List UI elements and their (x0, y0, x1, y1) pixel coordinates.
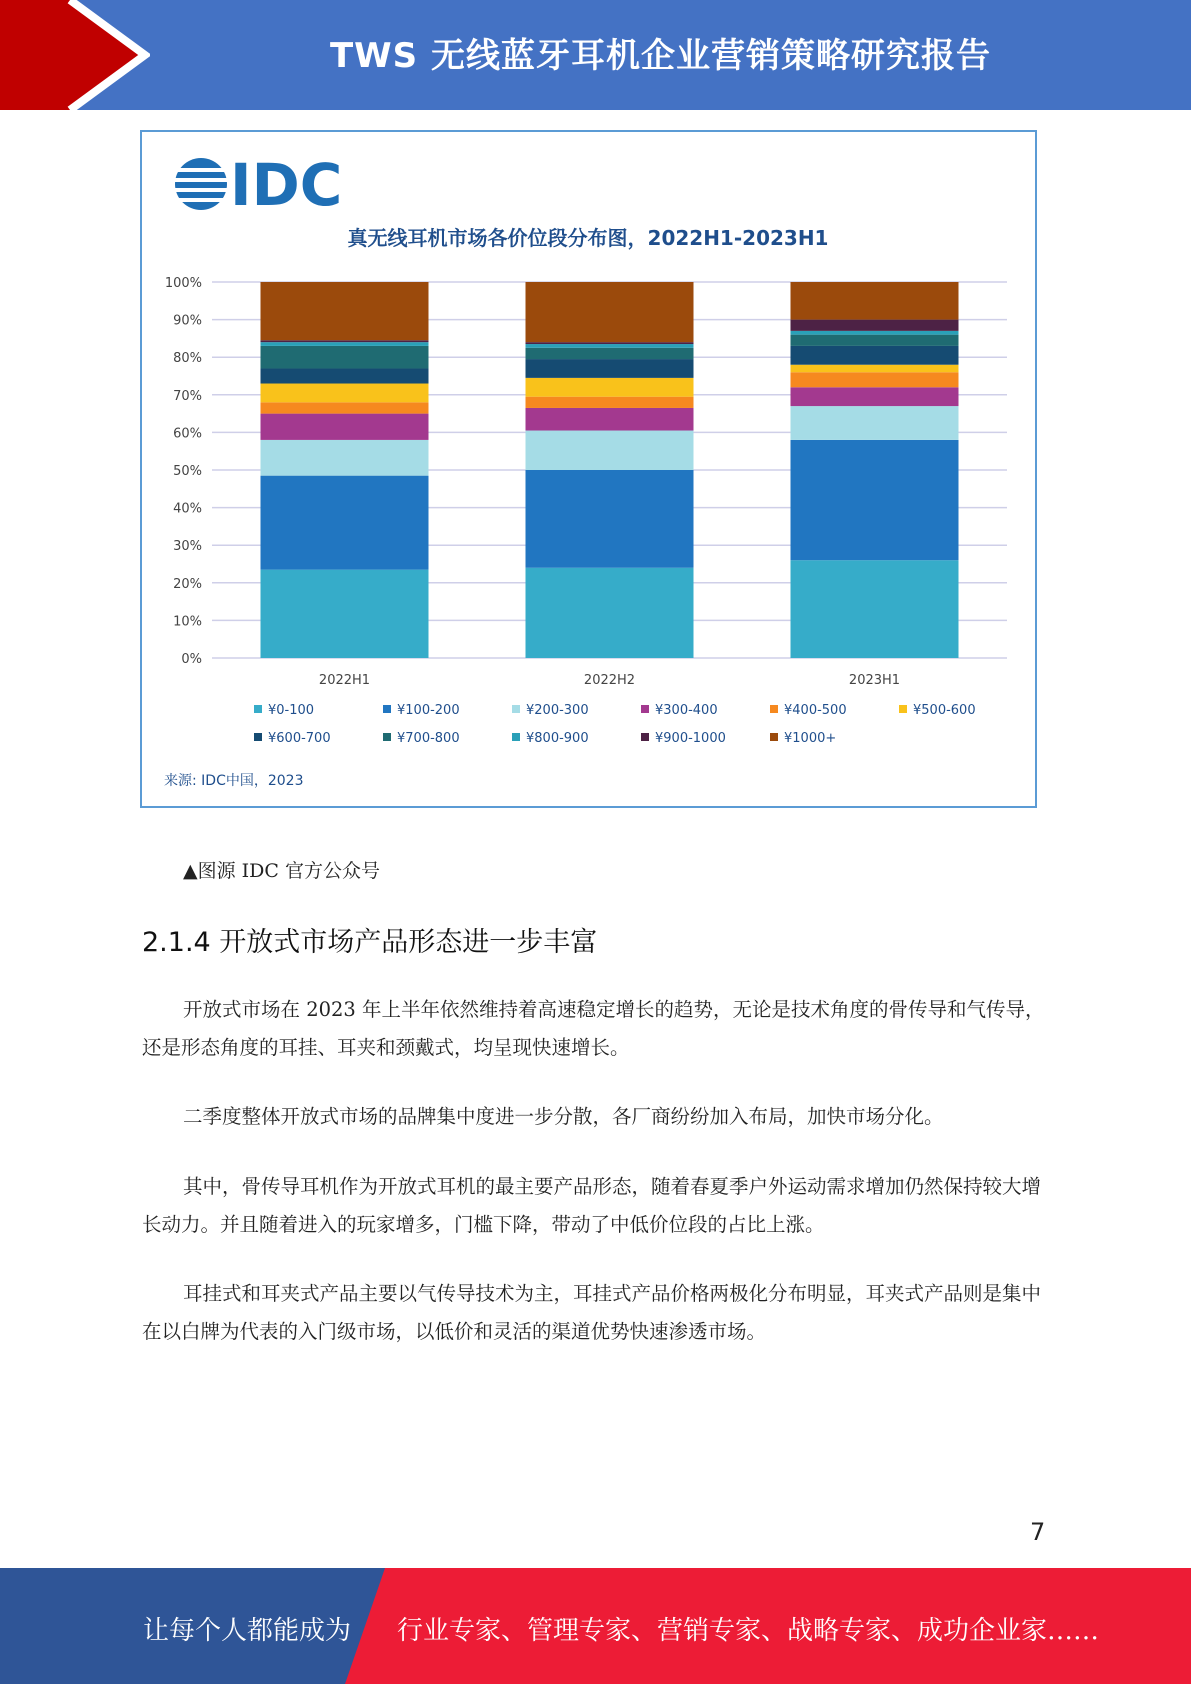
bar-segment (791, 387, 959, 406)
chart-source: 来源: IDC中国，2023 (164, 773, 304, 789)
legend-swatch (641, 733, 649, 741)
bar-segment (261, 570, 429, 658)
y-tick-label: 0% (181, 652, 202, 667)
bar-segment (526, 342, 694, 344)
legend-swatch (383, 705, 391, 713)
bar-segment (791, 372, 959, 387)
bar-segment (526, 348, 694, 359)
footer-slogan-right: 行业专家、管理专家、营销专家、战略专家、成功企业家…… (397, 1616, 1100, 1646)
legend-label: ¥900-1000 (655, 731, 726, 746)
legend-swatch (254, 733, 262, 741)
bar-segment (526, 282, 694, 342)
legend-swatch (512, 733, 520, 741)
y-tick-label: 90% (173, 313, 202, 329)
bar-segment (261, 368, 429, 383)
stacked-bar-chart (142, 132, 1035, 806)
bar-segment (526, 359, 694, 378)
legend-label: ¥300-400 (655, 703, 718, 718)
bar-segment (791, 365, 959, 373)
y-tick-label: 20% (173, 576, 202, 592)
bar-segment (526, 378, 694, 397)
bar-segment (791, 406, 959, 440)
paragraph: 二季度整体开放式市场的品牌集中度进一步分散，各厂商纷纷加入布局，加快市场分化。 (183, 1105, 944, 1128)
legend-swatch (770, 733, 778, 741)
paragraph: 耳挂式和耳夹式产品主要以气传导技术为主，耳挂式产品价格两极化分布明显，耳夹式产品则是集中在以白牌为代表的入门级市场，以低价和灵活的渠道优势快速渗透市场。 (142, 1282, 1042, 1343)
y-tick-label: 60% (173, 426, 202, 442)
report-title: TWS 无线蓝牙耳机企业营销策略研究报告 (329, 36, 992, 76)
bar-segment (261, 440, 429, 476)
x-tick-label: 2022H1 (318, 673, 371, 688)
bar-segment (526, 397, 694, 408)
chart-figure (140, 130, 1037, 808)
bar-segment (526, 568, 694, 658)
bar-segment (261, 282, 429, 340)
bar-segment (791, 320, 959, 331)
paragraph: 其中，骨传导耳机作为开放式耳机的最主要产品形态，随着春夏季户外运动需求增加仍然保持较大增长动力。并且随着进入的玩家增多，门槛下降，带动了中低价位段的占比上涨。 (142, 1175, 1042, 1236)
bar-segment (526, 431, 694, 470)
x-tick-label: 2022H2 (583, 673, 636, 688)
bar-segment (791, 331, 959, 335)
chart-title: 真无线耳机市场各价位段分布图，2022H1-2023H1 (347, 226, 829, 250)
legend-swatch (512, 705, 520, 713)
x-tick-label: 2023H1 (848, 673, 901, 688)
bar-segment (791, 560, 959, 658)
bar-segment (261, 340, 429, 342)
bar-segment (791, 346, 959, 365)
y-tick-label: 30% (173, 539, 202, 555)
figure-caption: ▲图源 IDC 官方公众号 (183, 860, 380, 882)
legend-label: ¥400-500 (784, 703, 847, 718)
bar-segment (261, 414, 429, 440)
legend-swatch (899, 705, 907, 713)
legend-swatch (383, 733, 391, 741)
bar-segment (526, 344, 694, 348)
legend-label: ¥500-600 (913, 703, 976, 718)
legend-label: ¥0-100 (268, 703, 315, 718)
y-tick-label: 50% (173, 464, 202, 479)
bar-segment (526, 470, 694, 568)
y-tick-label: 80% (173, 351, 202, 367)
legend-swatch (641, 705, 649, 713)
bar-segment (261, 384, 429, 403)
page-header (0, 0, 1191, 110)
idc-logo (170, 151, 342, 219)
bar-segment (261, 342, 429, 346)
paragraph: 开放式市场在 2023 年上半年依然维持着高速稳定增长的趋势，无论是技术角度的骨传导和气传导，还是形态角度的耳挂、耳夹和颈戴式，均呈现快速增长。 (142, 998, 1045, 1059)
legend-label: ¥600-700 (268, 731, 331, 746)
y-tick-label: 10% (173, 614, 202, 630)
bar-segment (791, 440, 959, 560)
legend-label: ¥800-900 (526, 731, 589, 746)
legend-swatch (770, 705, 778, 713)
y-tick-label: 70% (173, 388, 202, 404)
legend-label: ¥200-300 (526, 703, 589, 718)
page-footer (0, 1568, 1191, 1684)
legend-label: ¥700-800 (397, 731, 460, 746)
y-tick-label: 40% (173, 501, 202, 517)
legend-label: ¥1000+ (784, 731, 837, 746)
footer-slogan-left: 让每个人都能成为 (143, 1616, 352, 1646)
legend-swatch (254, 705, 262, 713)
bar-segment (791, 282, 959, 320)
legend-label: ¥100-200 (397, 703, 460, 718)
bar-segment (526, 408, 694, 431)
page-number: 7 (1030, 1518, 1046, 1546)
y-tick-label: 100% (164, 276, 202, 291)
bar-segment (261, 346, 429, 369)
bar-segment (791, 335, 959, 346)
section-heading: 2.1.4 开放式市场产品形态进一步丰富 (142, 927, 598, 958)
bar-segment (261, 476, 429, 570)
bar-segment (261, 402, 429, 413)
idc-logo-text: IDC (230, 151, 343, 219)
